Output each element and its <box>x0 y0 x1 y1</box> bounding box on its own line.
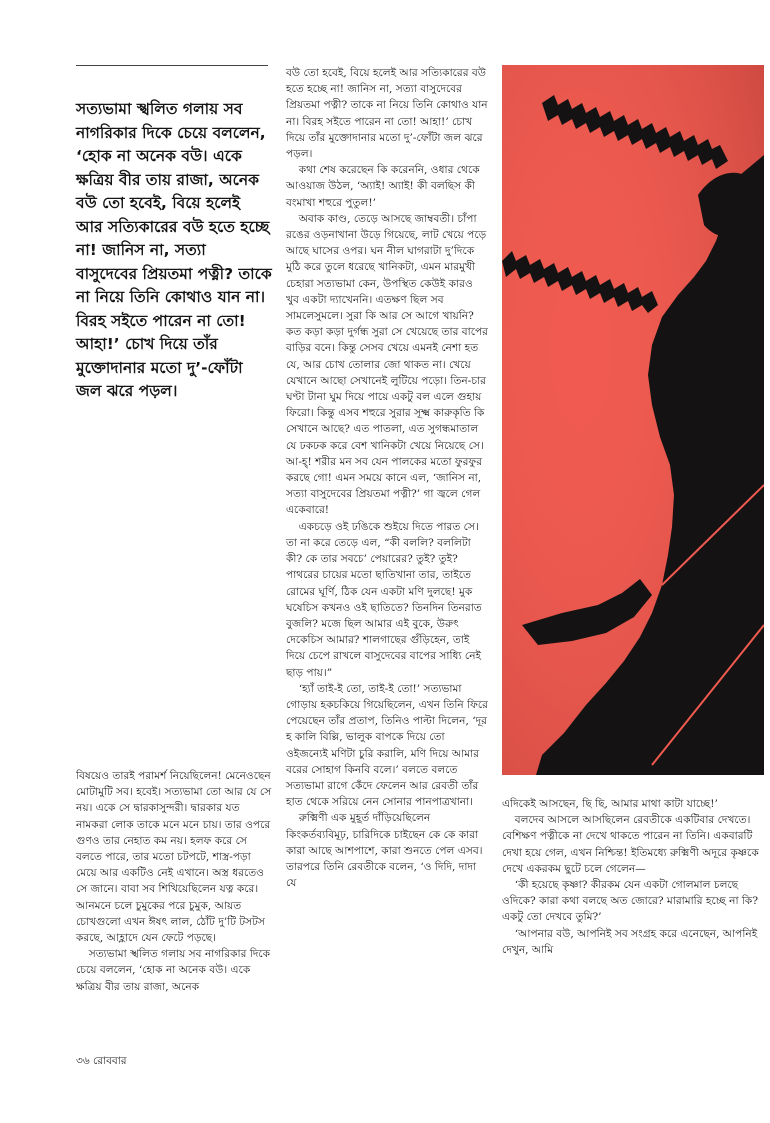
paragraph: ‘হ্যাঁ তাই-ই তো, তাই-ই তো!’ সত্যভামা গোড়ায় হকচকিয়ে গিয়েছিলেন, এখন তিনি ফিরে পেয়েছেন তাঁর প্রতাপ, তিনিও পাল্টা দিলেন, ‘দূর হ কালি বিল্লি, ভালুক বাপকে দিয়ে তো ওইজন্যেই মণিটা চুরি করালি, মণি দিয়ে আমার বরের সোহাগ কিনবি বলে।’ বলতে বলতে সত্যভামা রাগে কেঁদে ফেলেন আর রেবতী তাঁর হাত থেকে সরিয়ে নেন সোনার পানপাত্রখানা। <box>286 682 488 809</box>
paragraph: রুক্মিণী এক মুহূর্ত দাঁড়িয়েছিলেন কিংকর্তব্যবিমূঢ়, চারিদিকে চাইছেন কে কে কারা কারা আছে আশপাশে, কারা শুনতে পেল এসব। তারপরে তিনি রেবতীকে বলেন, ‘ও দিদি, দাদা যে <box>286 812 483 890</box>
paper-cut-silhouette-image <box>502 65 764 775</box>
paragraph: ‘আপনার বউ, আপনিই সব সংগ্রহ করে এনেছেন, আপনিই দেখুন, আমি <box>502 927 758 956</box>
paragraph: একচড়ে ওই ঢঙিকে শুইয়ে দিতে পারত সে। তা না করে তেড়ে এল, “কী বললি? বললিটা কী? কে তার সবচে’ পেয়ারের? তুই? তুই? পাথরের চায়ের মতো ছাতিখানা তার, তাইতে রোমের ঘূর্ণি, ঠিক যেন একটা মণি দুলছে! মুক ঘষেচিস কখনও ওই ছাতিতে? তিনদিন তিনরাত বুজলি? মজে ছিল আমার এই বুকে, উরুৎ দেকেচিস আমার? শালগাছের গুঁড়িহেন, তাই দিয়ে চেপে রাখলে বাসুদেবের বাপের সাধ্যি নেই ছাড় পায়।” <box>286 520 482 679</box>
illustration-photo <box>502 65 764 775</box>
paragraph: সত্যভামা স্খলিত গলায় সব নাগরিকার দিকে চেয়ে বললেন, ‘হোক না অনেক বউ। একে ক্ষত্রিয় বীর তায় রাজা, অনেক <box>76 948 271 993</box>
pull-quote: সত্যভামা স্খলিত গলায় সব নাগরিকার দিকে চেয়ে বললেন, ‘হোক না অনেক বউ। একে ক্ষত্রিয় বীর তায় রাজা, অনেক বউ তো হবেই, বিয়ে হলেই আর সত্যিকারের বউ হতে হচ্ছে না! জানিস না, সত্যা বাসুদেবের প্রিয়তমা পত্নী? তাকে না নিয়ে তিনি কোথাও যান না। বিরহ সইতে পারেন না তো! আহা!’ চোখ দিয়ে তাঁর মুক্তোদানার মতো দু’-ফোঁটা জল ঝরে পড়ল। <box>76 100 272 400</box>
text-column-1 <box>76 768 272 995</box>
text-column-3 <box>502 796 764 958</box>
paragraph: ‘কী হয়েছে কৃষ্ণা? কীরকম যেন একটা গোলমাল চলছে ওদিকে? কারা কথা বলছে অত জোরে? মারামারি হচ্ছে না কি? একটু তো দেখবে তুমি?’ <box>502 879 759 924</box>
paragraph: অবাক কাণ্ড, তেড়ে আসছে জাম্ববতী। চাঁপা রঙের ওড়নাখানা উড়ে গিয়েছে, লাট খেয়ে পড়ে আছে ঘাসের ওপর। ঘন নীল ঘাগরাটা দু’দিকে মুঠি করে তুলে ধরেছে খানিকটা, এমন মারমুখী চেহারা সত্যভামা কেন, উপস্থিত কেউই কারও খুব একটা দ্যাখেননি। এতক্ষণ ছিল সব সামলেসুমলে। সুরা কি আর সে আগে খায়নি? কত কড়া কড়া দুর্গন্ধ সুরা সে খেয়েছে তার বাপের বাড়ির বনে। কিন্তু সেসব খেয়ে এমনই নেশা হত যে, আর চোখ তোলার জো থাকত না। খেয়ে যেখানে আছো সেখানেই লুটিয়ে পড়ো। তিন-চার ঘণ্টা টানা ঘুম দিয়ে পায়ে একটু বল এলে গুহায় ফিরো। কিন্তু এসব শহুরে সুরার সূক্ষ্ম কারুকৃতি কি সেখানে আছে? এত পাতলা, এত সুগন্ধমাতাল যে ঢকঢক করে বেশ খানিকটা খেয়ে নিয়েছে সে। আ-হ্! শরীর মন সব যেন পালকের মতো ফুরফুর করছে গো! এমন সময়ে কানে এল, ‘জানিস না, সত্যা বাসুদেবের প্রিয়তমা পত্নী?’ গা জ্বলে গেল একেবারে! <box>286 212 489 517</box>
page-folio: ৩৬ রোববার <box>76 1055 127 1067</box>
paragraph: বউ তো হবেই, বিয়ে হলেই আর সত্যিকারের বউ হতে হচ্ছে না! জানিস না, সত্যা বাসুদেবের প্রিয়তমা পত্নী? তাকে না নিয়ে তিনি কোথাও যান না। বিরহ সইতে পারেন না তো! আহা!’ চোখ দিয়ে তাঁর মুক্তোদানার মতো দু’-ফোঁটা জল ঝরে পড়ল। <box>286 67 488 161</box>
top-rule <box>76 65 268 66</box>
paragraph: বিষয়েও তারই পরামর্শ নিয়েছিলেন! মেনেওছেন মোটামুটি সব। হবেই। সত্যভামা তো আর যে সে নয়। একে সে দ্বারকাসুন্দরী। দ্বারকার যত নামকরা লোক তাকে মনে মনে চায়। তার ওপরে গুণও তার নেহাত কম নয়। হলফ করে সে বলতে পারে, তার মতো চটপটে, শাস্ত্র-পড়া মেয়ে আর একটিও নেই এখানে। অস্ত্র ধরতেও সে জানে। বাবা সব শিখিয়েছিলেন যত্ন করে। আনমনে চলে চুমুকের পরে চুমুক, আয়ত চোখগুলো এখন ঈষৎ লাল, ঠোঁট দু’টি টসটস করছে, আহ্লাদে যেন ফেটে পড়ছে। <box>76 770 272 945</box>
text-column-2 <box>286 65 488 891</box>
paragraph: বলদেব আসলে আসছিলেন রেবতীকে একটিবার দেখতে। বেশিক্ষণ পত্নীকে না দেখে থাকতে পারেন না তিনি। একবারটি দেখা হয়ে গেল, এখন নিশ্চিন্ত! ইতিমধ্যে রুক্মিণী অদূরে কৃষ্ণকে দেখে একরকম ছুটে চলে গেলেন— <box>502 814 759 875</box>
paragraph: এদিকেই আসছেন, ছি ছি, আমার মাথা কাটা যাচ্ছে!’ <box>502 798 718 810</box>
paragraph: কথা শেষ করেছেন কি করেননি, ওধার থেকে আওয়াজ উঠল, ‘অ্যাই! অ্যাই! কী বলছিস কী বংমাখা শহুরে পুতুল!’ <box>286 164 480 209</box>
